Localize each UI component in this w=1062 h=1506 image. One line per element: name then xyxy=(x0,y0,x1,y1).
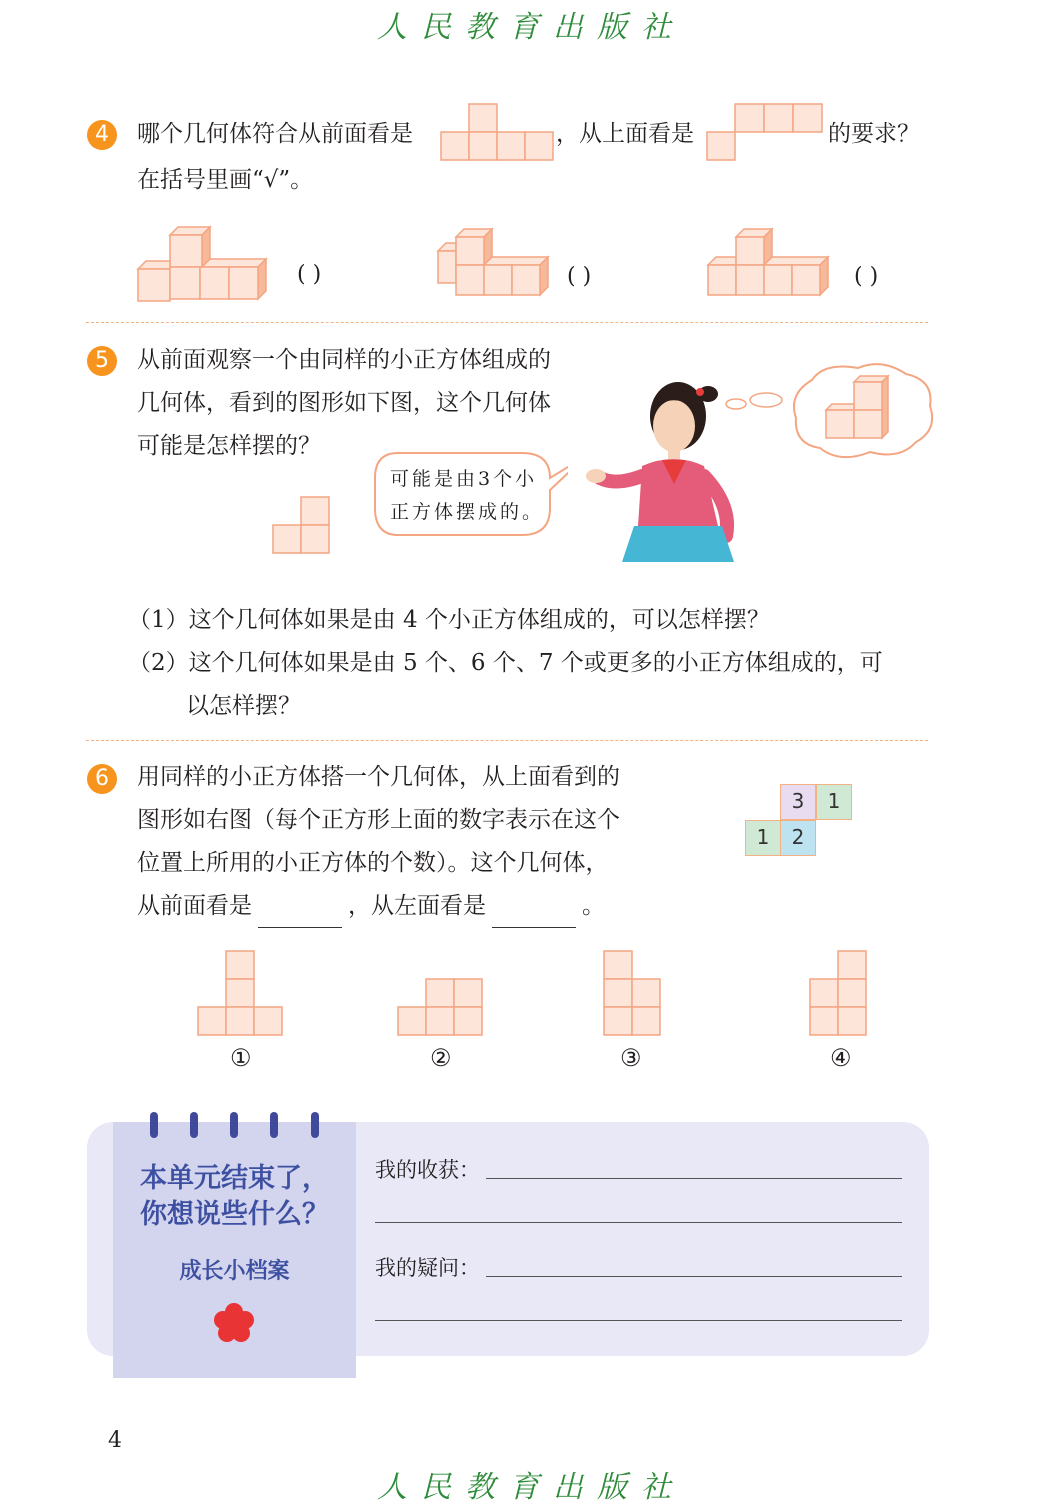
binder-ring-icon xyxy=(190,1112,198,1138)
q4-option-2-cubes xyxy=(436,227,552,299)
publisher-header: 人民教育出版社 xyxy=(377,10,685,45)
front-view-answer-blank[interactable] xyxy=(258,899,342,928)
q4-option-1-cubes xyxy=(134,225,268,305)
q5-line-2: 几何体，看到的图形如下图，这个几何体 xyxy=(137,390,551,416)
binder-ring-icon xyxy=(270,1112,278,1138)
question-5-number: 5 xyxy=(87,346,117,376)
q6-option-2-figure xyxy=(396,978,486,1038)
q6-option-3-label: ③ xyxy=(620,1044,642,1072)
speech-bubble-text-2: 正方体摆成的。 xyxy=(390,501,545,523)
flower-icon xyxy=(212,1302,256,1342)
q5-line-1: 从前面观察一个由同样的小正方体组成的 xyxy=(137,347,551,373)
q6-line-2: 图形如右图（每个正方形上面的数字表示在这个 xyxy=(137,807,620,833)
q6-option-1-label: ① xyxy=(230,1044,252,1072)
q4-text-2: 在括号里画“√”。 xyxy=(137,167,314,193)
q6-line-3: 位置上所用的小正方体的个数）。这个几何体， xyxy=(137,850,609,876)
page-number: 4 xyxy=(108,1428,122,1453)
q4-front-view-figure xyxy=(440,103,558,163)
grid-cell-top-right: 1 xyxy=(816,784,852,820)
q4-text-1a: 哪个几何体符合从前面看是 xyxy=(137,121,413,147)
q4-answer-paren-1[interactable]: ( ) xyxy=(297,262,322,287)
q4-top-view-figure xyxy=(706,103,826,163)
q4-answer-paren-2[interactable]: ( ) xyxy=(567,264,592,289)
q4-answer-paren-3[interactable]: ( ) xyxy=(854,264,879,289)
q5-sub-question-1: （1）这个几何体如果是由 4 个小正方体组成的，可以怎样摆？ xyxy=(128,607,770,633)
binder-ring-icon xyxy=(311,1112,319,1138)
grid-cell-bottom-mid: 2 xyxy=(780,820,816,856)
q4-text-1b: ，从上面看是 xyxy=(556,121,694,147)
question-6-number: 6 xyxy=(87,764,117,794)
q5-sub-question-2b: 以怎样摆？ xyxy=(186,693,301,719)
q6-line-4 xyxy=(137,884,605,928)
growth-subtitle: 成长小档案 xyxy=(179,1259,290,1284)
my-question-line-2[interactable] xyxy=(375,1320,902,1321)
q6-line-4c: 。 xyxy=(582,893,605,919)
divider-1 xyxy=(86,322,928,323)
divider-2 xyxy=(86,740,928,741)
growth-title-2: 你想说些什么？ xyxy=(140,1199,329,1230)
my-gain-line-2[interactable] xyxy=(375,1222,902,1223)
q6-line-4a: 从前面看是 xyxy=(137,893,252,919)
grid-cell-bottom-left: 1 xyxy=(745,820,781,856)
q5-sub-question-2a: （2）这个几何体如果是由 5 个、6 个、7 个或更多的小正方体组成的，可 xyxy=(128,650,883,676)
q6-line-1: 用同样的小正方体搭一个几何体，从上面看到的 xyxy=(137,764,620,790)
q6-option-4-figure xyxy=(808,950,870,1038)
my-question-line-1[interactable] xyxy=(486,1276,902,1277)
q6-option-3-figure xyxy=(602,950,664,1038)
q6-option-1-figure xyxy=(196,950,286,1038)
left-view-answer-blank[interactable] xyxy=(492,899,576,928)
my-gain-line-1[interactable] xyxy=(486,1178,902,1179)
publisher-footer: 人民教育出版社 xyxy=(377,1470,685,1505)
question-4-number: 4 xyxy=(87,120,117,150)
grid-cell-top-left: 3 xyxy=(780,784,816,820)
q5-front-view-figure xyxy=(272,496,332,556)
q6-option-2-label: ② xyxy=(430,1044,452,1072)
top-view-number-grid xyxy=(745,784,853,856)
growth-title-1: 本单元结束了， xyxy=(140,1163,329,1194)
my-gain-label: 我的收获： xyxy=(375,1158,480,1182)
q6-option-4-label: ④ xyxy=(830,1044,852,1072)
q6-line-4b: ，从左面看是 xyxy=(348,893,486,919)
my-question-label: 我的疑问： xyxy=(375,1256,480,1280)
q4-option-3-cubes xyxy=(706,227,832,299)
speech-bubble-text-1: 可能是由3个小 xyxy=(390,468,538,490)
binder-ring-icon xyxy=(150,1112,158,1138)
q4-text-1c: 的要求？ xyxy=(828,121,920,147)
binder-ring-icon xyxy=(230,1112,238,1138)
thought-bubble xyxy=(720,360,936,464)
q5-line-3: 可能是怎样摆的？ xyxy=(137,433,321,459)
